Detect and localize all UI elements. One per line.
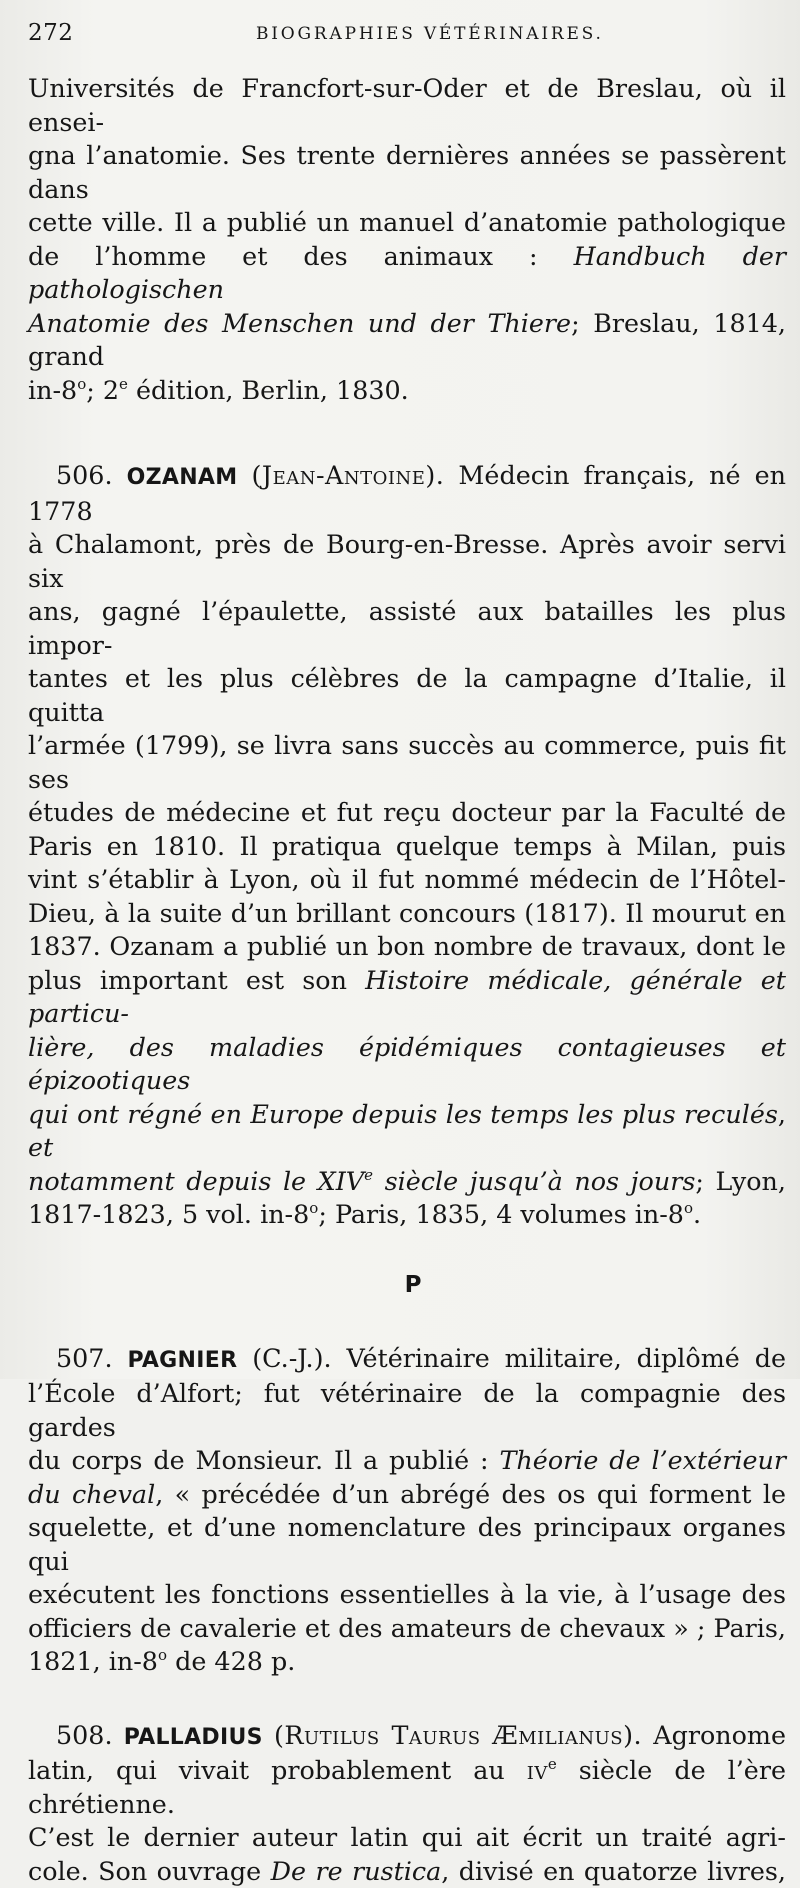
text-line: officiers de cavalerie et des amateurs de chevaux » ; Paris, [28,1612,786,1646]
text-line: à Chalamont, près de Bourg-en-Bresse. Après avoir servi six [28,528,786,595]
book-title: Anatomie des Menschen und der Thiere [28,308,571,338]
roman-numeral: iv [527,1755,548,1785]
text-span: cole. Son ouvrage [28,1856,271,1886]
book-title: Histoire médicale, générale et particu- [28,965,786,1029]
entry-number: 506. [56,460,113,490]
running-head: BIOGRAPHIES VÉTÉRINAIRES. [256,24,604,44]
superscript: o [684,1199,693,1217]
continuation-paragraph [28,72,786,407]
entry-given-name: (Jean-Antoine). [251,460,444,490]
superscript: o [158,1646,167,1664]
text-line [28,1031,786,1098]
text-span: Vétérinaire militaire, diplômé de [332,1343,786,1373]
text-line [28,307,786,374]
text-span: de l’homme et des animaux : [28,241,574,271]
book-title: qui ont régné en Europe depuis les temps les plus reculés [28,1099,778,1129]
superscript: o [309,1199,318,1217]
text-line: études de médecine et fut reçu docteur par la Faculté de [28,796,786,830]
text-line: C’est le dernier auteur latin qui ait écrit un traité agri- [28,1821,786,1855]
book-title: De re rustica [271,1856,442,1886]
text-span: 1821, in-8 [28,1646,158,1676]
text-span: , « précédée d’un abrégé des os qui forment le [155,1479,786,1509]
text-line: ans, gagné l’épaulette, assisté aux batailles les plus impor- [28,595,786,662]
book-title: Théorie de l’extérieur [500,1445,787,1475]
book-title [28,1166,695,1196]
text-span: de 428 p. [167,1646,295,1676]
text-span: . [693,1199,701,1229]
entry-given-name: (C.-J.). [252,1343,331,1373]
text-line: Paris en 1810. Il pratiqua quelque temps à Milan, puis [28,830,786,864]
text-line: 1837. Ozanam a publié un bon nombre de travaux, dont le [28,930,786,964]
text-line: exécutent les fonctions essentielles à la vie, à l’usage des [28,1578,786,1612]
entry-name: PAGNIER [127,1348,237,1373]
text-span: ; Lyon, [695,1166,786,1196]
text-line [28,459,786,528]
text-span: plus important est son [28,965,365,995]
text-line [28,964,786,1031]
book-title: lière, des maladies épidémiques contagieuses et épizootiques [28,1032,786,1096]
text-line [28,1444,786,1478]
text-line [28,374,786,408]
superscript: e [364,1166,373,1184]
book-title: et [28,1132,53,1162]
text-span: Agronome [642,1720,786,1750]
text-span: édition, Berlin, 1830. [128,375,409,405]
text-line [28,1098,786,1165]
text-line: squelette, et d’une nomenclature des principaux organes qui [28,1511,786,1578]
section-letter: P [405,1272,422,1298]
entry-given-name: (Rutilus Taurus Æmilianus). [274,1720,642,1750]
entry-number: 508. [56,1720,113,1750]
text-line: l’École d’Alfort; fut vétérinaire de la compagnie des gardes [28,1377,786,1444]
text-line: l’armée (1799), se livra sans succès au commerce, puis fit ses [28,729,786,796]
text-span: ; Breslau, 1814, grand [28,308,786,372]
text-span: , divisé en quatorze livres, [441,1856,786,1886]
superscript: e [119,375,128,393]
entry-name: OZANAM [127,465,238,490]
superscript: e [548,1755,557,1773]
superscript: o [77,375,86,393]
text-span: 1817-1823, 5 vol. in-8 [28,1199,309,1229]
text-line [28,1342,786,1378]
text-line [28,1478,786,1512]
text-span: du corps de Monsieur. Il a publié : [28,1445,500,1475]
text-line [28,1754,786,1821]
text-span: in-8 [28,375,77,405]
entry-508 [28,1719,786,1888]
text-line: tantes et les plus célèbres de la campagne d’Italie, il quitta [28,662,786,729]
text-line [28,1165,786,1199]
text-span: ; Paris, 1835, 4 volumes in-8 [318,1199,684,1229]
text-span: notamment depuis le XIV [28,1166,364,1196]
entry-name: PALLADIUS [124,1725,263,1750]
text-line: Universités de Francfort-sur-Oder et de Breslau, où il ensei- [28,72,786,139]
text-line: cette ville. Il a publié un manuel d’anatomie pathologique [28,206,786,240]
text-line: gna l’anatomie. Ses trente dernières années se passèrent dans [28,139,786,206]
text-line [28,1719,786,1755]
entry-506 [28,459,786,1232]
entry-number: 507. [56,1343,113,1373]
text-span: ; 2 [86,375,119,405]
text-span: , [778,1099,786,1129]
page-header [28,16,786,56]
text-line: Dieu, à la suite d’un brillant concours (1817). Il mourut en [28,897,786,931]
book-title: Handbuch der pathologischen [28,241,786,305]
entry-507 [28,1342,786,1679]
text-span: siècle de l’ère chrétienne. [28,1755,786,1819]
text-line [28,1855,786,1888]
text-line [28,1645,786,1679]
book-title: du cheval [28,1479,155,1509]
section-letter-heading [28,1232,786,1308]
text-line [28,1198,786,1232]
text-span: siècle jusqu’à nos jours [373,1166,695,1196]
text-line [28,240,786,307]
text-span: latin, qui vivait probablement au [28,1755,527,1785]
text-line: vint s’établir à Lyon, où il fut nommé médecin de l’Hôtel- [28,863,786,897]
text-span: Médecin français, né en 1778 [28,460,786,526]
page-number: 272 [28,20,73,46]
